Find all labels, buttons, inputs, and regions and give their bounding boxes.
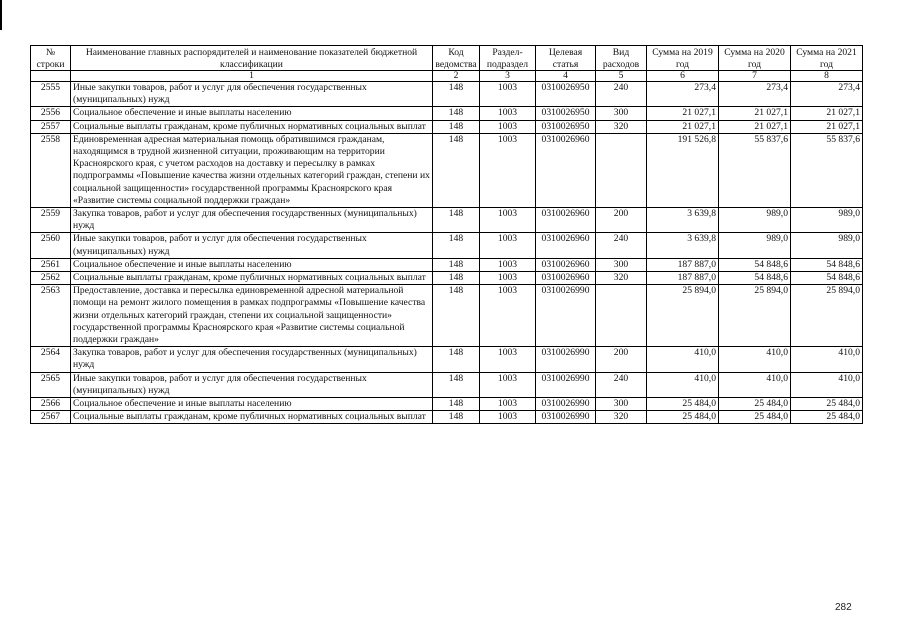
row-department-code: 148 [433, 347, 480, 372]
page-number: 282 [835, 602, 852, 613]
row-sum-2020: 25 894,0 [719, 285, 791, 347]
header-expense-type: Вид расходов [596, 46, 647, 71]
row-expense-type: 240 [596, 372, 647, 397]
row-section: 1003 [480, 372, 536, 397]
row-target-article: 0310026960 [536, 272, 596, 285]
row-target-article: 0310026990 [536, 347, 596, 372]
row-number: 2556 [31, 107, 71, 120]
row-expense-type: 320 [596, 272, 647, 285]
row-section: 1003 [480, 107, 536, 120]
table-row [31, 82, 863, 107]
row-number: 2555 [31, 82, 71, 107]
row-section: 1003 [480, 272, 536, 285]
row-expense-type [596, 133, 647, 207]
column-number: 7 [719, 71, 791, 82]
row-sum-2019: 3 639,8 [647, 233, 719, 258]
row-section: 1003 [480, 258, 536, 271]
row-number: 2558 [31, 133, 71, 207]
row-sum-2019: 25 484,0 [647, 411, 719, 424]
row-section: 1003 [480, 208, 536, 233]
row-sum-2019: 187 887,0 [647, 272, 719, 285]
row-name: Социальные выплаты гражданам, кроме публичных нормативных социальных выплат [71, 120, 433, 133]
row-name: Социальное обеспечение и иные выплаты населению [71, 107, 433, 120]
table-row [31, 411, 863, 424]
row-sum-2021: 25 894,0 [791, 285, 863, 347]
row-department-code: 148 [433, 258, 480, 271]
row-number: 2566 [31, 398, 71, 411]
row-sum-2019: 25 484,0 [647, 398, 719, 411]
row-sum-2021: 21 027,1 [791, 120, 863, 133]
table-row [31, 120, 863, 133]
row-target-article: 0310026950 [536, 82, 596, 107]
row-number: 2562 [31, 272, 71, 285]
column-number-row [31, 71, 863, 82]
row-target-article: 0310026990 [536, 285, 596, 347]
row-target-article: 0310026990 [536, 411, 596, 424]
row-expense-type: 240 [596, 233, 647, 258]
row-sum-2019: 187 887,0 [647, 258, 719, 271]
row-target-article: 0310026960 [536, 233, 596, 258]
row-sum-2021: 54 848,6 [791, 258, 863, 271]
header-target-article: Целевая статья [536, 46, 596, 71]
row-section: 1003 [480, 133, 536, 207]
budget-table [30, 45, 863, 424]
row-sum-2020: 54 848,6 [719, 272, 791, 285]
header-name: Наименование главных распорядителей и наименование показателей бюджетной классификации [71, 46, 433, 71]
row-sum-2020: 25 484,0 [719, 398, 791, 411]
table-row [31, 398, 863, 411]
row-sum-2021: 25 484,0 [791, 398, 863, 411]
row-sum-2020: 410,0 [719, 347, 791, 372]
row-expense-type: 200 [596, 208, 647, 233]
row-expense-type: 300 [596, 107, 647, 120]
row-target-article: 0310026990 [536, 398, 596, 411]
table-row [31, 258, 863, 271]
row-sum-2021: 54 848,6 [791, 272, 863, 285]
row-name: Закупка товаров, работ и услуг для обеспечения государственных (муниципальных) нужд [71, 347, 433, 372]
row-sum-2019: 191 526,8 [647, 133, 719, 207]
table-row [31, 107, 863, 120]
header-sum-2021: Сумма на 2021 год [791, 46, 863, 71]
row-department-code: 148 [433, 208, 480, 233]
row-target-article: 0310026950 [536, 120, 596, 133]
row-name: Иные закупки товаров, работ и услуг для обеспечения государственных (муниципальных) нужд [71, 372, 433, 397]
row-expense-type: 320 [596, 411, 647, 424]
header-section: Раздел-подраздел [480, 46, 536, 71]
header-sum-2020: Сумма на 2020 год [719, 46, 791, 71]
row-number: 2561 [31, 258, 71, 271]
row-number: 2560 [31, 233, 71, 258]
row-number: 2563 [31, 285, 71, 347]
row-sum-2021: 410,0 [791, 347, 863, 372]
table-body [31, 82, 863, 424]
row-section: 1003 [480, 411, 536, 424]
header-sum-2019: Сумма на 2019 год [647, 46, 719, 71]
row-department-code: 148 [433, 398, 480, 411]
row-sum-2020: 54 848,6 [719, 258, 791, 271]
row-expense-type: 320 [596, 120, 647, 133]
row-section: 1003 [480, 285, 536, 347]
row-target-article: 0310026990 [536, 372, 596, 397]
row-department-code: 148 [433, 82, 480, 107]
row-sum-2020: 273,4 [719, 82, 791, 107]
row-department-code: 148 [433, 120, 480, 133]
row-number: 2567 [31, 411, 71, 424]
row-sum-2019: 410,0 [647, 372, 719, 397]
row-sum-2019: 273,4 [647, 82, 719, 107]
row-expense-type: 300 [596, 398, 647, 411]
row-section: 1003 [480, 398, 536, 411]
row-section: 1003 [480, 120, 536, 133]
row-department-code: 148 [433, 107, 480, 120]
column-number [31, 71, 71, 82]
row-sum-2020: 55 837,6 [719, 133, 791, 207]
row-sum-2020: 989,0 [719, 233, 791, 258]
row-name: Социальные выплаты гражданам, кроме публичных нормативных социальных выплат [71, 272, 433, 285]
column-number: 1 [71, 71, 433, 82]
row-sum-2021: 989,0 [791, 233, 863, 258]
row-department-code: 148 [433, 372, 480, 397]
row-name: Социальное обеспечение и иные выплаты населению [71, 258, 433, 271]
row-sum-2019: 25 894,0 [647, 285, 719, 347]
row-sum-2021: 273,4 [791, 82, 863, 107]
table-row [31, 133, 863, 207]
row-expense-type: 300 [596, 258, 647, 271]
table-row [31, 285, 863, 347]
row-name: Единовременная адресная материальная помощь обратившимся гражданам, находящимся в трудной жизненной ситуации, проживающим на территории Красноярского края, с учетом расходов на доставку и пересылку в рамках подпрограммы «Повышение качества жизни отдельных категорий граждан, степени их социальной защищенности» государственной программы Красноярского края «Развитие системы социальной поддержки граждан» [71, 133, 433, 207]
row-name: Иные закупки товаров, работ и услуг для обеспечения государственных (муниципальных) нужд [71, 233, 433, 258]
row-target-article: 0310026960 [536, 258, 596, 271]
row-sum-2019: 21 027,1 [647, 120, 719, 133]
row-name: Закупка товаров, работ и услуг для обеспечения государственных (муниципальных) нужд [71, 208, 433, 233]
column-number: 4 [536, 71, 596, 82]
row-number: 2559 [31, 208, 71, 233]
header-department-code: Код ведомства [433, 46, 480, 71]
row-sum-2021: 55 837,6 [791, 133, 863, 207]
row-sum-2021: 410,0 [791, 372, 863, 397]
row-department-code: 148 [433, 285, 480, 347]
page-edge-mark [0, 0, 2, 30]
row-sum-2019: 3 639,8 [647, 208, 719, 233]
row-expense-type: 240 [596, 82, 647, 107]
row-name: Иные закупки товаров, работ и услуг для обеспечения государственных (муниципальных) нужд [71, 82, 433, 107]
row-name: Социальное обеспечение и иные выплаты населению [71, 398, 433, 411]
column-number: 3 [480, 71, 536, 82]
column-number: 2 [433, 71, 480, 82]
row-sum-2021: 21 027,1 [791, 107, 863, 120]
table-row [31, 372, 863, 397]
row-section: 1003 [480, 82, 536, 107]
header-row-number: № строки [31, 46, 71, 71]
table-row [31, 272, 863, 285]
row-number: 2565 [31, 372, 71, 397]
row-target-article: 0310026960 [536, 133, 596, 207]
row-expense-type: 200 [596, 347, 647, 372]
column-number: 8 [791, 71, 863, 82]
row-number: 2564 [31, 347, 71, 372]
row-target-article: 0310026960 [536, 208, 596, 233]
row-sum-2020: 21 027,1 [719, 120, 791, 133]
row-sum-2020: 989,0 [719, 208, 791, 233]
row-number: 2557 [31, 120, 71, 133]
row-section: 1003 [480, 233, 536, 258]
row-department-code: 148 [433, 411, 480, 424]
row-sum-2019: 21 027,1 [647, 107, 719, 120]
table-row [31, 208, 863, 233]
column-number: 6 [647, 71, 719, 82]
row-expense-type [596, 285, 647, 347]
table-row [31, 233, 863, 258]
header-row [31, 46, 863, 71]
row-target-article: 0310026950 [536, 107, 596, 120]
row-sum-2019: 410,0 [647, 347, 719, 372]
row-sum-2020: 25 484,0 [719, 411, 791, 424]
row-sum-2020: 21 027,1 [719, 107, 791, 120]
row-name: Социальные выплаты гражданам, кроме публичных нормативных социальных выплат [71, 411, 433, 424]
table-row [31, 347, 863, 372]
row-department-code: 148 [433, 272, 480, 285]
row-sum-2021: 25 484,0 [791, 411, 863, 424]
column-number: 5 [596, 71, 647, 82]
row-section: 1003 [480, 347, 536, 372]
row-department-code: 148 [433, 133, 480, 207]
row-department-code: 148 [433, 233, 480, 258]
row-sum-2021: 989,0 [791, 208, 863, 233]
row-name: Предоставление, доставка и пересылка единовременной адресной материальной помощи на ремонт жилого помещения в рамках подпрограммы «Повышение качества жизни отдельных категорий граждан, степени их социальной защищенности» государственной программы Красноярского края «Развитие системы социальной поддержки граждан» [71, 285, 433, 347]
row-sum-2020: 410,0 [719, 372, 791, 397]
